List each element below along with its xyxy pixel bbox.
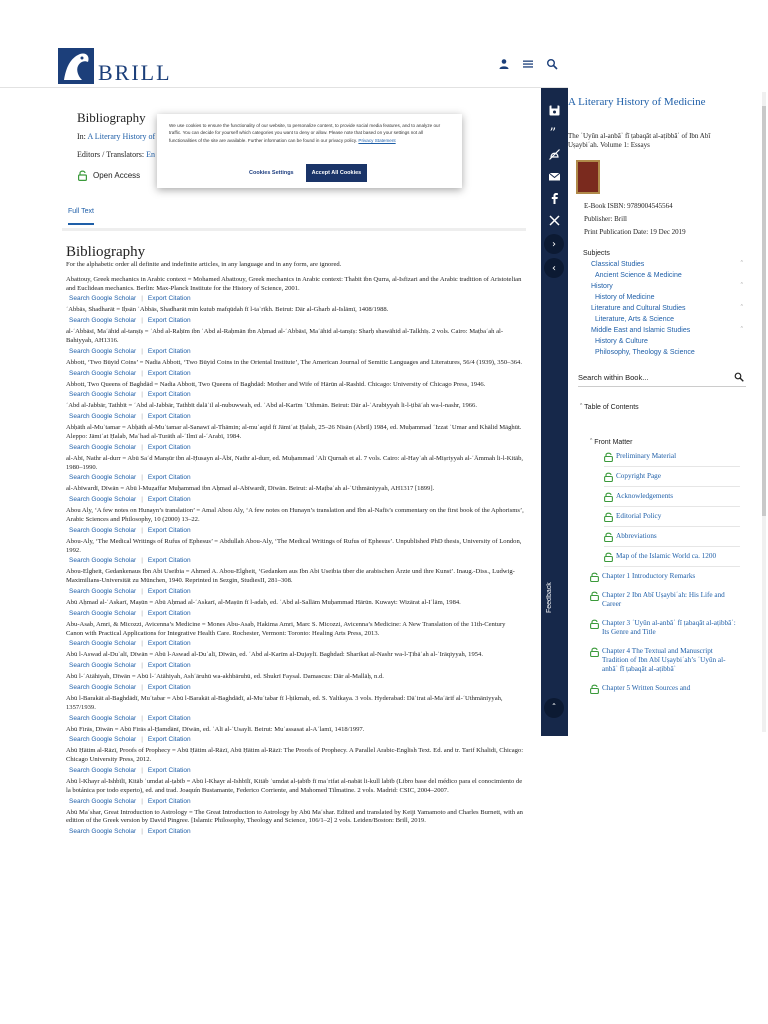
entry-links	[66, 765, 524, 776]
lock-icon	[604, 512, 613, 522]
bibliography-body	[66, 244, 524, 837]
book-meta	[584, 200, 686, 239]
cookie-text: We use cookies to ensure the functionality of our website, to personalize content, to provide social media features, and to analyze our traffic. You can decide for yourself which categories you want to deny or allow. Please note that based on your settings not all functionalities of the site are available. Further information can be found in our privacy policy.	[169, 123, 441, 143]
cookie-buttons	[249, 164, 367, 182]
export-citation-link[interactable]: Export Citation	[147, 443, 191, 451]
scroll-thumb[interactable]	[762, 106, 766, 516]
link-separator: |	[141, 736, 143, 744]
search-within-book-input[interactable]	[578, 369, 718, 382]
chevron-up-icon[interactable]: ˆ	[740, 327, 743, 334]
page-title: Bibliography	[77, 110, 146, 125]
lock-icon	[590, 572, 599, 582]
subject-item[interactable]	[583, 314, 743, 325]
chevron-up-icon[interactable]: ˆ	[740, 283, 743, 290]
logo-mark-icon	[58, 48, 94, 84]
export-citation-link[interactable]: Export Citation	[147, 797, 191, 805]
entry-citation: Abū Aḥmad al-ʿAskarī, Maṣūn = Abū Aḥmad al-ʿAskarī, al-Maṣūn fī l-adab, ed. ʿAbd al-Sallām Muḥammad Hārūn. Kuwayt: Wizārat al-Iʿlām, 1984.	[66, 598, 461, 606]
bibliography-entry	[66, 568, 524, 597]
link-separator: |	[141, 714, 143, 722]
entry-links	[66, 555, 524, 566]
toc-chapter-item[interactable]	[590, 619, 740, 637]
entry-links	[66, 293, 524, 304]
entry-citation: Abbott, ‘Two Būyid Coins’ = Nadia Abbott, ‘Two Būyid Coins in the Oriental Institute’, The American Journal of Semitic Languages and Literatures, 56/4 (1939), 350–364.	[66, 358, 522, 366]
svg-text:”: ”	[549, 126, 557, 139]
entry-citation: al-ʿAbbāsī, Maʿāhid al-tanṣīṣ = ʿAbd al-Raḥīm ibn ʿAbd al-Raḥmān ibn Aḥmad al-ʿAbbāsī, Maʿāhid al-tanṣīṣ: Sharḥ shawāhid al-Talkhīṣ. 2 vols. Cairo: Maṭbaʿah al-Bahiyyah, AH1316.	[66, 328, 504, 344]
lock-icon	[590, 619, 599, 629]
bibliography-entry	[66, 485, 524, 505]
book-panel	[568, 88, 768, 738]
toc-item-label: Chapter 1 Introductory Remarks	[602, 572, 696, 580]
search-google-scholar-link[interactable]: Search Google Scholar	[69, 295, 137, 303]
export-citation-link[interactable]: Export Citation	[147, 587, 191, 595]
lock-icon	[590, 684, 599, 694]
subject-item[interactable]	[583, 292, 743, 303]
link-separator: |	[141, 317, 143, 325]
search-icon[interactable]	[734, 372, 744, 382]
link-separator: |	[141, 683, 143, 691]
export-citation-link[interactable]: Export Citation	[147, 557, 191, 565]
link-separator: |	[141, 474, 143, 482]
bibliography-entry	[66, 306, 524, 326]
subject-label: History & Culture	[595, 338, 648, 345]
site-header	[0, 0, 568, 88]
bibliography-entry	[66, 726, 524, 746]
entry-links	[66, 638, 524, 649]
export-citation-link[interactable]: Export Citation	[147, 474, 191, 482]
table-of-contents	[590, 438, 740, 703]
entry-links	[66, 608, 524, 619]
toc-front-item[interactable]	[604, 512, 740, 527]
panel-scrollbar[interactable]	[762, 92, 766, 732]
toc-chapter-item[interactable]	[590, 591, 740, 609]
search-google-scholar-link[interactable]: Search Google Scholar	[69, 766, 137, 774]
entry-links	[66, 472, 524, 483]
subject-label: Philosophy, Theology & Science	[595, 349, 695, 356]
lock-icon	[590, 591, 599, 601]
subject-item[interactable]	[583, 303, 743, 314]
link-separator: |	[141, 369, 143, 377]
cookies-settings-button[interactable]: Cookies Settings	[249, 170, 294, 176]
chevron-up-icon: ˆ	[580, 404, 583, 411]
toc-label: Table of Contents	[584, 404, 639, 411]
search-google-scholar-link[interactable]: Search Google Scholar	[69, 662, 137, 670]
entry-citation: Abū Maʿshar, Great Introduction to Astrology = The Great Introduction to Astrology by Abū Maʿshar. Edited and translated by Keiji Yamamoto and Charles Burnett, with an edition of the Greek version by David Pingree. [Islamic Philosophy, Theology and Science, 106/1–2] 2 vols. Leiden/Boston: Brill, 2019.	[66, 808, 523, 825]
entry-citation: al-Abīwardī, Dīwān = Abū l-Muẓaffar Muḥammad ibn Aḥmad al-Abīwardī, Dīwān. Beirut: al-Maṭbaʿah al-ʿUthmāniyyah, AH1317 [1899].	[66, 485, 435, 493]
entry-links	[66, 494, 524, 505]
quote-icon[interactable]	[548, 126, 561, 139]
subject-item[interactable]	[583, 270, 743, 281]
entry-links	[66, 368, 524, 379]
entry-links	[66, 411, 524, 422]
in-label: In:	[77, 132, 86, 141]
menu-icon[interactable]	[522, 58, 534, 70]
entry-citation: Abou Aly, ‘A few notes on Hunayn’s translation’ = Amal Abou Aly, ‘A few notes on Hunayn’s translation and Ibn al-Nafīs’s commentary on the first book of the Aphorisms’, Arabic Sciences and Philosophy, 10 (2000) 13–22.	[66, 507, 524, 523]
entry-citation: ʿAbbās, Shadharāt = Iḥsān ʿAbbās, Shadharāt min kutub mafqūdah fī l-taʾrīkh. Beirut: Dār al-Gharb al-Islāmī, 1408/1988.	[66, 306, 389, 314]
link-separator: |	[141, 828, 143, 836]
link-separator: |	[141, 640, 143, 648]
front-matter-label: Front Matter	[594, 439, 633, 446]
bibliography-entry	[66, 695, 524, 724]
logo-text: BRILL	[98, 60, 172, 85]
link-separator: |	[141, 766, 143, 774]
bibliography-entry	[66, 328, 524, 357]
link-separator: |	[141, 391, 143, 399]
entry-links	[66, 586, 524, 597]
header-icons	[498, 58, 558, 70]
subject-label: Ancient Science & Medicine	[595, 272, 682, 279]
toc-item-label: Copyright Page	[616, 472, 661, 480]
subject-item[interactable]	[583, 281, 743, 292]
export-citation-link[interactable]: Export Citation	[147, 496, 191, 504]
bibliography-entry	[66, 673, 524, 693]
isbn: E-Book ISBN: 9789004545564	[584, 202, 673, 210]
search-google-scholar-link[interactable]: Search Google Scholar	[69, 413, 137, 421]
entry-links	[66, 713, 524, 724]
lock-icon	[590, 647, 599, 657]
entry-citation: ʿAbd al-Jabbār, Tathbīt = ʿAbd al-Jabbār, Tathbīt dalāʾil al-nubuwwah, ed. ʿAbd al-Karīm ʿUthmān. Beirut: Dār al-ʿArabiyyah li-l-ṭibāʿah wa-l-nashr, 1966.	[66, 402, 477, 410]
export-citation-link[interactable]: Export Citation	[147, 828, 191, 836]
accept-all-cookies-button[interactable]: Accept All Cookies	[306, 164, 368, 182]
bibliography-entry	[66, 507, 524, 536]
facebook-icon[interactable]	[548, 192, 561, 205]
content-tabs	[62, 206, 526, 230]
in-book-link[interactable]: A Literary History of	[87, 132, 156, 141]
subjects-label: Subjects	[583, 250, 610, 257]
search-google-scholar-link[interactable]: Search Google Scholar	[69, 640, 137, 648]
book-cover[interactable]	[576, 160, 600, 194]
search-icon[interactable]	[546, 58, 558, 70]
editors-link[interactable]: En	[146, 150, 156, 159]
share-sidebar	[541, 88, 568, 736]
bibliography-heading: Bibliography	[66, 244, 146, 260]
toc-chapter-item[interactable]	[590, 647, 740, 674]
brill-logo[interactable]	[58, 48, 172, 84]
person-icon[interactable]	[498, 58, 510, 70]
toc-item-label: Preliminary Material	[616, 452, 677, 460]
search-google-scholar-link[interactable]: Search Google Scholar	[69, 526, 137, 534]
bibliography-entry	[66, 599, 524, 619]
editors-label: Editors / Translators:	[77, 150, 145, 159]
editors-line	[77, 150, 155, 159]
toc-front-item[interactable]	[604, 552, 740, 567]
export-citation-link[interactable]: Export Citation	[147, 526, 191, 534]
toc-item-label: Chapter 4 The Textual and Manuscript Tradition of Ibn Abī Uṣaybiʿah’s ʿUyūn al-anbāʾ fī ṭabaqāt al-aṭibbāʾ	[602, 647, 726, 673]
subject-item[interactable]	[583, 325, 743, 336]
entry-citation: Abu-Asab, Amri, & Micozzi, Avicenna’s Medicine = Mones Abu-Asab, Hakima Amri, Marc S. Micozzi, Avicenna’s Medicine: A New Translation of the 11th-Century Canon with Practical Applications for Integrative Health Care. Rochester, Vermont: Toronto: Healing Arts Press, 2013.	[66, 620, 506, 637]
link-separator: |	[141, 443, 143, 451]
entry-links	[66, 315, 524, 326]
bibliography-entry	[66, 747, 524, 776]
bibliography-entry	[66, 455, 524, 484]
link-separator: |	[141, 347, 143, 355]
search-google-scholar-link[interactable]: Search Google Scholar	[69, 391, 137, 399]
toc-item-label: Editorial Policy	[616, 512, 662, 520]
export-citation-link[interactable]: Export Citation	[147, 347, 191, 355]
entry-citation: Abū Firās, Dīwān = Abū Firās al-Ḥamdānī, Dīwān, ed. ʿAlī al-ʿUsaylī. Beirut: Muʾassasat al-Aʿlamī, 1418/1997.	[66, 725, 365, 733]
toc-front-item[interactable]	[604, 452, 740, 467]
entry-citation: Abattouy, Greek mechanics in Arabic context = Mohamed Abattouy, Greek mechanics in Arabic context: Thabit ibn Qurra, al-Isfizari and the Arabic tradition of Aristotelian and Euclidean mechanics. Berlin: Max-Planck Institute for the History of Science, 2001.	[66, 275, 522, 292]
link-separator: |	[141, 413, 143, 421]
front-matter-toggle[interactable]	[590, 438, 740, 447]
subject-items	[583, 259, 743, 358]
export-citation-link[interactable]: Export Citation	[147, 391, 191, 399]
open-access-badge	[78, 170, 140, 181]
x-icon[interactable]	[548, 214, 561, 227]
subject-label: Literature, Arts & Science	[595, 316, 674, 323]
toc-item-label: Chapter 2 Ibn Abī Uṣaybiʿah: His Life and Career	[602, 591, 725, 608]
search-google-scholar-link[interactable]: Search Google Scholar	[69, 683, 137, 691]
main-content	[0, 88, 540, 1024]
toc-front-item[interactable]	[604, 492, 740, 507]
toc-item-label: Acknowledgements	[616, 492, 674, 500]
toc-chapter-item[interactable]	[590, 684, 740, 693]
entry-citation: Abū l-Aswad al-Duʾalī, Dīwān = Abū l-Aswad al-Duʾalī, Dīwān, ed. ʿAbd al-Karīm al-Dujaylī. Baghdad: Sharikat al-Nashr wa-l-Ṭibāʿah al-ʿIrāqiyyah, 1954.	[66, 651, 483, 659]
bibliography-entry	[66, 538, 524, 567]
entry-links	[66, 734, 524, 745]
link-separator: |	[141, 496, 143, 504]
bibliography-entry	[66, 359, 524, 379]
search-google-scholar-link[interactable]: Search Google Scholar	[69, 443, 137, 451]
toc-item-label: Chapter 5 Written Sources and	[602, 684, 691, 692]
link-separator: |	[141, 526, 143, 534]
subjects-list	[583, 248, 743, 358]
search-google-scholar-link[interactable]: Search Google Scholar	[69, 317, 137, 325]
toc-chapter-item[interactable]	[590, 572, 740, 581]
bibliography-entry	[66, 809, 524, 838]
save-icon[interactable]	[548, 104, 561, 117]
lock-icon	[604, 492, 613, 502]
search-google-scholar-link[interactable]: Search Google Scholar	[69, 369, 137, 377]
in-line	[77, 132, 155, 141]
export-citation-link[interactable]: Export Citation	[147, 736, 191, 744]
link-separator: |	[141, 587, 143, 595]
export-citation-link[interactable]: Export Citation	[147, 714, 191, 722]
bibliography-entry	[66, 381, 524, 401]
toc-item-label: Abbreviations	[616, 532, 657, 540]
bibliography-entry	[66, 402, 524, 422]
search-google-scholar-link[interactable]: Search Google Scholar	[69, 587, 137, 595]
subject-item[interactable]	[583, 259, 743, 270]
ordering-note: For the alphabetic order all definite and indefinite articles, in any language and in any form, are ignored.	[66, 261, 342, 268]
lock-icon	[604, 532, 613, 542]
search-google-scholar-link[interactable]: Search Google Scholar	[69, 496, 137, 504]
link-separator: |	[141, 797, 143, 805]
lock-icon	[604, 552, 613, 562]
link-separator: |	[141, 295, 143, 303]
bibliography-entry	[66, 778, 524, 807]
lock-icon	[604, 472, 613, 482]
search-google-scholar-link[interactable]: Search Google Scholar	[69, 557, 137, 565]
bibliography-entry	[66, 651, 524, 671]
toc-front-item[interactable]	[604, 472, 740, 487]
no-access-icon[interactable]	[548, 148, 561, 161]
chevron-left-icon[interactable]: ‹	[544, 258, 564, 278]
entry-citation: Abbott, Two Queens of Baghdād = Nadia Abbott, Two Queens of Baghdād: Mother and Wife of Hārūn al-Rashīd. Chicago: University of Chicago Press, 1946.	[66, 380, 486, 388]
chevron-up-icon[interactable]: ˆ	[740, 305, 743, 312]
book-search	[578, 369, 746, 387]
subject-label: Literature and Cultural Studies	[591, 305, 686, 312]
entry-links	[66, 525, 524, 536]
book-subtitle: The ʿUyūn al-anbāʾ fī ṭabaqāt al-aṭibbāʾ of Ibn Abī Uṣaybiʿah. Volume 1: Essays	[568, 132, 711, 149]
link-separator: |	[141, 557, 143, 565]
entry-links	[66, 660, 524, 671]
subject-label: History of Medicine	[595, 294, 655, 301]
bibliography-entry	[66, 276, 524, 305]
entry-citation: Abū l-Barakāt al-Baghdādī, Muʿtabar = Abū l-Barakāt al-Baghdādī, al-Muʿtabar fī l-ḥikmah, ed. S. Yaltkaya. 3 vols. Hyderabad: Dāʾirat al-Maʿārif al-ʿUthmāniyyah, 1357/1939.	[66, 694, 503, 711]
search-google-scholar-link[interactable]: Search Google Scholar	[69, 474, 137, 482]
front-matter-items	[590, 452, 740, 567]
bibliography-entry	[66, 621, 524, 650]
entry-citation: al-Abī, Nathr al-durr = Abū Saʿd Manṣūr ibn al-Ḥusayn al-Ābī, Nathr al-durr, ed. Muḥammad ʿAlī Qurnah et al. 7 vols. Cairo: al-Hayʾah al-Miṣriyyah al-ʿĀmmah li-l-Kitāb, 1980–1990.	[66, 454, 524, 471]
link-separator: |	[141, 609, 143, 617]
entry-links	[66, 442, 524, 453]
entry-links	[66, 346, 524, 357]
book-title[interactable]: A Literary History of Medicine	[568, 96, 706, 108]
chevron-up-icon[interactable]: ˆ	[544, 698, 564, 718]
entry-citation: Abū l-ʿAtāhiyah, Dīwān = Abū l-ʿAtāhiyah, Ashʿāruhū wa-akhbāruhū, ed. Shukrī Faysal. Damascus: Dār al-Mallāḥ, n.d.	[66, 673, 384, 681]
export-citation-link[interactable]: Export Citation	[147, 413, 191, 421]
subject-item[interactable]	[583, 347, 743, 358]
publisher: Publisher: Brill	[584, 215, 627, 223]
subject-label: Middle East and Islamic Studies	[591, 327, 691, 334]
entry-links	[66, 389, 524, 400]
entry-citation: Abou-Elgheit, Gedankenaus Ibn Abi Useibia = Ahmed A. Abou-Elgheit, ‘Gedanken aus Ibn Abi Useibia über die arabischen Ärzte und ihre Kunst’. Inaug.-Diss., Ludwig-Maximilians-Universität zu München, 1940. Reprinted in Sezgin, StudiesII, 281–308.	[66, 568, 515, 585]
search-google-scholar-link[interactable]: Search Google Scholar	[69, 736, 137, 744]
toc-front-item[interactable]	[604, 532, 740, 547]
export-citation-link[interactable]: Export Citation	[147, 683, 191, 691]
publication-date: Print Publication Date: 19 Dec 2019	[584, 228, 686, 236]
open-lock-icon	[78, 170, 87, 181]
export-citation-link[interactable]: Export Citation	[147, 640, 191, 648]
chevron-right-icon[interactable]: ›	[544, 234, 564, 254]
open-access-label: Open Access	[93, 171, 141, 180]
export-citation-link[interactable]: Export Citation	[147, 766, 191, 774]
toc-item-label: Chapter 3 ʿUyūn al-anbāʾ fī ṭabaqāt al-aṭibbāʾ: Its Genre and Title	[602, 619, 736, 636]
search-google-scholar-link[interactable]: Search Google Scholar	[69, 714, 137, 722]
chapter-items	[590, 572, 740, 693]
entry-citation: Abou-Aly, ‘The Medical Writings of Rufus of Ephesus’ = Abdullah Abou-Aly, ‘The Medical Writings of Rufus of Ephesus’. Unpublished PhD thesis, University of London, 1992.	[66, 537, 522, 554]
entry-citation: Abū Ḥātim al-Rāzī, Proofs of Prophecy = Abū Ḥātim al-Rāzī, Abū Ḥātim al-Rāzī: The Proofs of Prophecy. A Parallel Arabic-English Text. Ed. and tr. Tarif Khalidi, Chicago: Chicago University Press, 2012.	[66, 747, 524, 764]
cookie-banner	[157, 114, 462, 188]
tab-full-text[interactable]: Full Text	[68, 208, 94, 225]
subject-item[interactable]	[583, 336, 743, 347]
search-google-scholar-link[interactable]: Search Google Scholar	[69, 347, 137, 355]
link-separator: |	[141, 662, 143, 670]
subject-label: History	[591, 283, 613, 290]
export-citation-link[interactable]: Export Citation	[147, 317, 191, 325]
horizontal-scrollbar[interactable]	[62, 228, 526, 231]
export-citation-link[interactable]: Export Citation	[147, 609, 191, 617]
search-google-scholar-link[interactable]: Search Google Scholar	[69, 828, 137, 836]
subject-label: Classical Studies	[591, 261, 645, 268]
toc-header[interactable]	[580, 404, 639, 411]
export-citation-link[interactable]: Export Citation	[147, 295, 191, 303]
email-icon[interactable]	[548, 170, 561, 183]
bibliography-list	[66, 276, 524, 837]
lock-icon	[604, 452, 613, 462]
export-citation-link[interactable]: Export Citation	[147, 662, 191, 670]
search-google-scholar-link[interactable]: Search Google Scholar	[69, 609, 137, 617]
entry-citation: Abḥāth al-Muʾtamar = Abḥāth al-Muʾtamar al-Sanawī al-Thāmin; al-muʾaqid fī Jāmiʿat Ḥalab, 25–26 Nīsān (Abrīl) 1984, ed. Muḥammad ʿIzzat ʿUmar and Khālid Māghūt. Aleppo: Jāmiʿat Ḥalab, Maʿhad al-Turāth al-ʿIlmī al-ʿArabī, 1984.	[66, 424, 522, 440]
chevron-up-icon: ˆ	[590, 439, 595, 446]
search-google-scholar-link[interactable]: Search Google Scholar	[69, 797, 137, 805]
entry-links	[66, 826, 524, 837]
privacy-statement-link[interactable]: Privacy Statement	[358, 137, 396, 143]
entry-links	[66, 796, 524, 807]
entry-links	[66, 682, 524, 693]
bibliography-entry	[66, 424, 524, 453]
chevron-up-icon[interactable]: ˆ	[740, 261, 743, 268]
entry-citation: Abū l-Khayr al-Ishbīlī, Kitāb ʿumdat al-ṭabīb = Abū l-Khayr al-Ishbīlī, Kitāb ʿumdat al-ṭabīb fī maʿrifat al-nabāt li-kull labīb (Libro base del médico para el conocimiento de la botánica por todo experto), ed. and trad. Joaquín Bustamante, Federico Corriente, and Mahomed Tilmatine. 2 vols. Madrid: CSIC, 2004–2007.	[66, 777, 523, 794]
export-citation-link[interactable]: Export Citation	[147, 369, 191, 377]
feedback-tab[interactable]: Feedback	[546, 582, 553, 614]
toc-item-label: Map of the Islamic World ca. 1200	[616, 552, 717, 560]
